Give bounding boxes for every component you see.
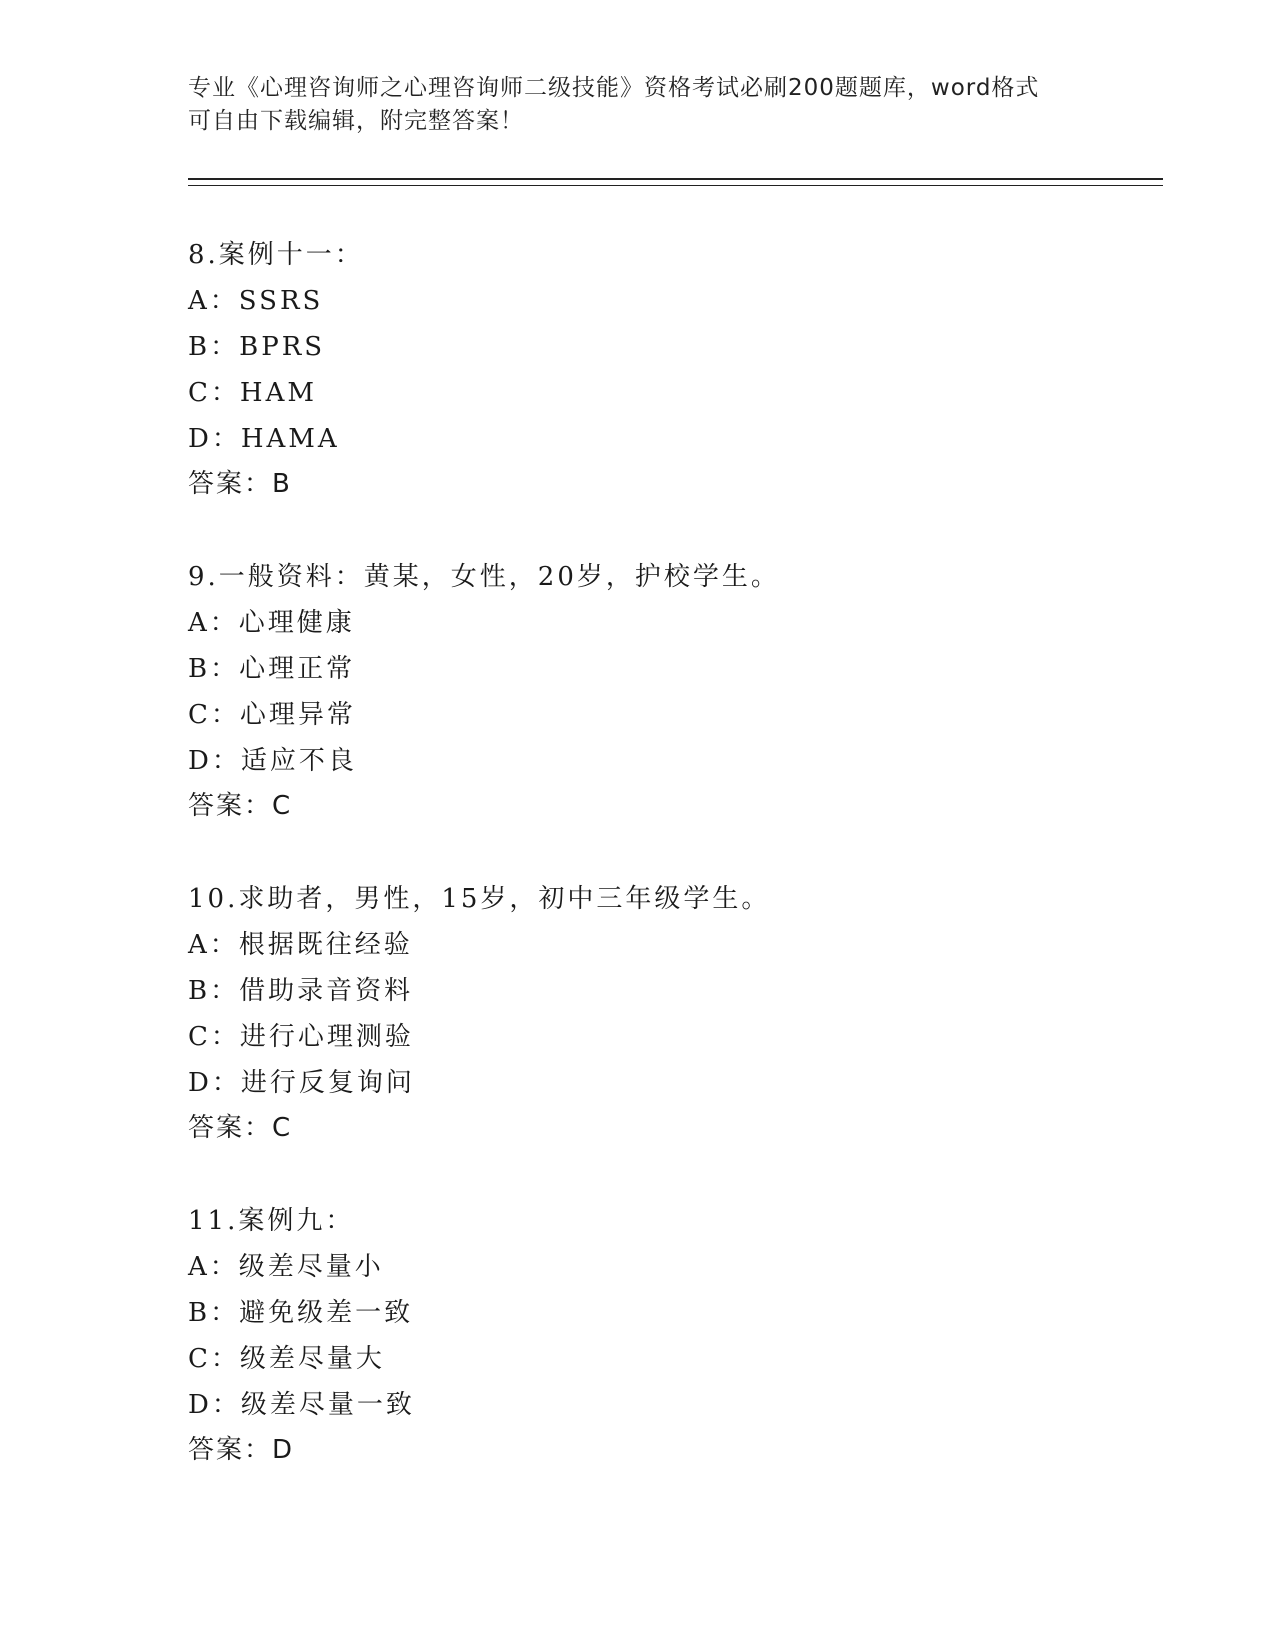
- question-stem: 11.案例九：: [188, 1206, 355, 1236]
- question-9: [188, 554, 1163, 828]
- option-a: A：根据既往经验: [188, 930, 413, 960]
- header-line-2: 可自由下载编辑，附完整答案！: [188, 108, 524, 134]
- question-list: [188, 232, 1163, 1520]
- question-stem: 10.求助者，男性，15岁，初中三年级学生。: [188, 884, 771, 914]
- option-b: B：心理正常: [188, 654, 356, 684]
- answer-label: 答案：C: [188, 1113, 293, 1143]
- option-c: C：进行心理测验: [188, 1022, 414, 1052]
- answer-label: 答案：B: [188, 469, 292, 499]
- option-a: A：SSRS: [188, 286, 324, 316]
- question-stem: 9.一般资料：黄某，女性，20岁，护校学生。: [188, 562, 780, 592]
- option-b: B：借助录音资料: [188, 976, 414, 1006]
- question-11: [188, 1198, 1163, 1472]
- option-d: D：进行反复询问: [188, 1068, 415, 1098]
- option-c: C：心理异常: [188, 700, 356, 730]
- answer-label: 答案：D: [188, 1435, 295, 1465]
- question-10: [188, 876, 1163, 1150]
- option-d: D：适应不良: [188, 746, 357, 776]
- option-b: B：避免级差一致: [188, 1298, 414, 1328]
- question-8: [188, 232, 1163, 506]
- document-header: [188, 72, 1088, 138]
- option-d: D：级差尽量一致: [188, 1390, 415, 1420]
- header-line-1: 专业《心理咨询师之心理咨询师二级技能》资格考试必刷200题题库，word格式: [188, 75, 1040, 101]
- option-c: C：HAM: [188, 378, 317, 408]
- option-b: B：BPRS: [188, 332, 326, 362]
- option-c: C：级差尽量大: [188, 1344, 385, 1374]
- question-stem: 8.案例十一：: [188, 240, 364, 270]
- option-d: D：HAMA: [188, 424, 340, 454]
- answer-label: 答案：C: [188, 791, 293, 821]
- header-divider: [188, 178, 1163, 186]
- option-a: A：级差尽量小: [188, 1252, 384, 1282]
- option-a: A：心理健康: [188, 608, 355, 638]
